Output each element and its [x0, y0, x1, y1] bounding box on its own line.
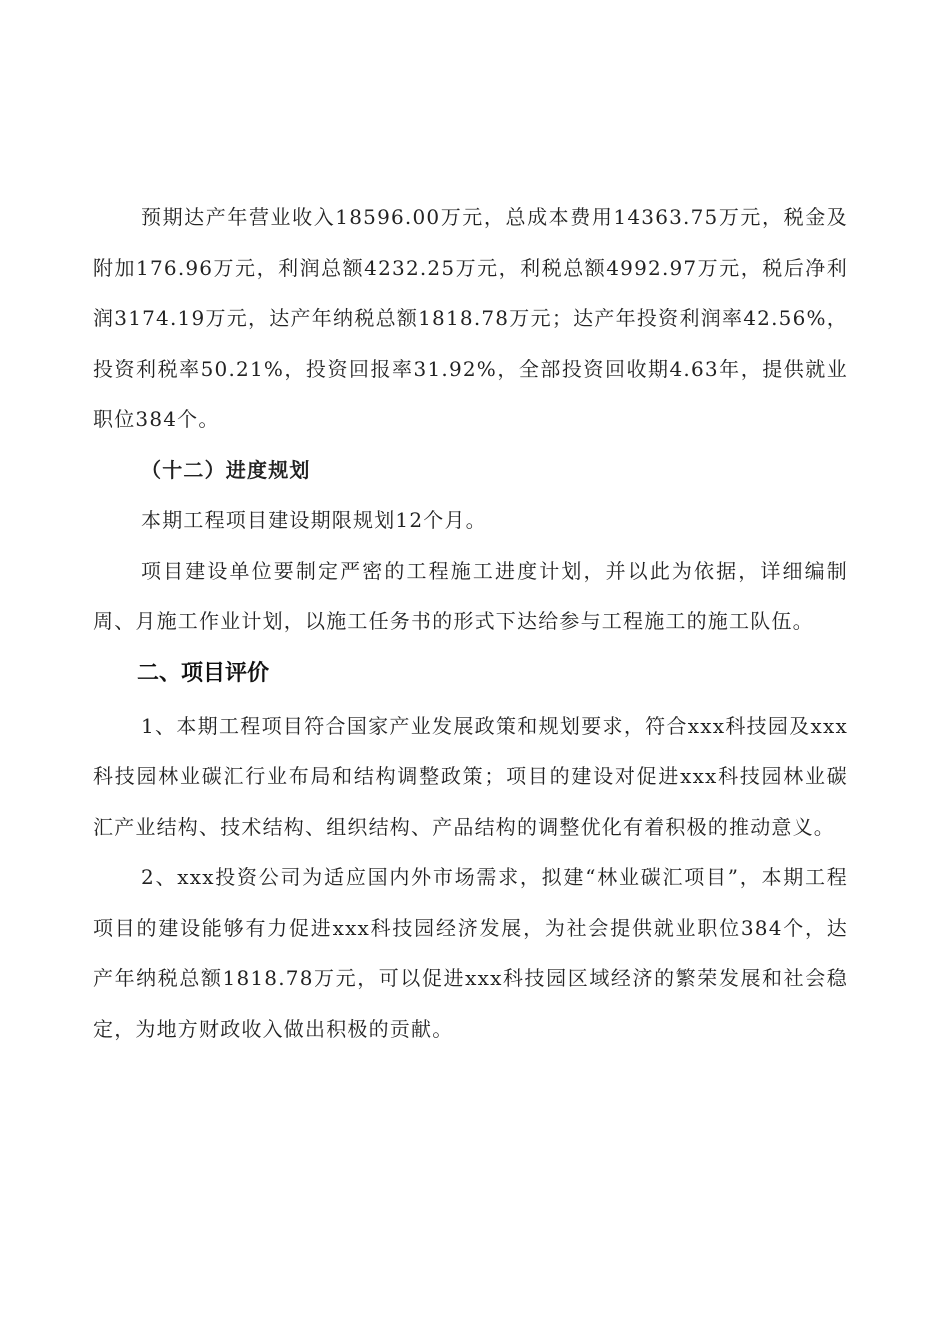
paragraph-construction-period: 本期工程项目建设期限规划12个月。 [141, 508, 487, 532]
paragraph-schedule-plan: 项目建设单位要制定严密的工程施工进度计划，并以此为依据，详细编制周、月施工作业计划，以施工任务书的形式下达给参与工程施工的施工队伍。 [93, 558, 848, 633]
paragraph-financial-summary: 预期达产年营业收入18596.00万元，总成本费用14363.75万元，税金及附加176.96万元，利润总额4232.25万元，利税总额4992.97万元，税后净利润3174.19万元，达产年纳税总额1818.78万元；达产年投资利润率42.56%，投资利税率50.21%，投资回报率31.92%，全部投资回收期4.63年，提供就业职位384个。 [93, 205, 848, 431]
paragraph-evaluation-2: 2、xxx投资公司为适应国内外市场需求，拟建“林业碳汇项目”，本期工程项目的建设能够有力促进xxx科技园经济发展，为社会提供就业职位384个，达产年纳税总额1818.78万元，可以促进xxx科技园区域经济的繁荣发展和社会稳定，为地方财政收入做出积极的贡献。 [93, 865, 848, 1041]
document-body [93, 192, 848, 1054]
subheading-progress-plan: （十二）进度规划 [141, 457, 311, 482]
section-heading-project-evaluation: 二、项目评价 [137, 660, 270, 686]
paragraph-evaluation-1: 1、本期工程项目符合国家产业发展政策和规划要求，符合xxx科技园及xxx科技园林业碳汇行业布局和结构调整政策；项目的建设对促进xxx科技园林业碳汇产业结构、技术结构、组织结构、产品结构的调整优化有着积极的推动意义。 [93, 713, 848, 839]
